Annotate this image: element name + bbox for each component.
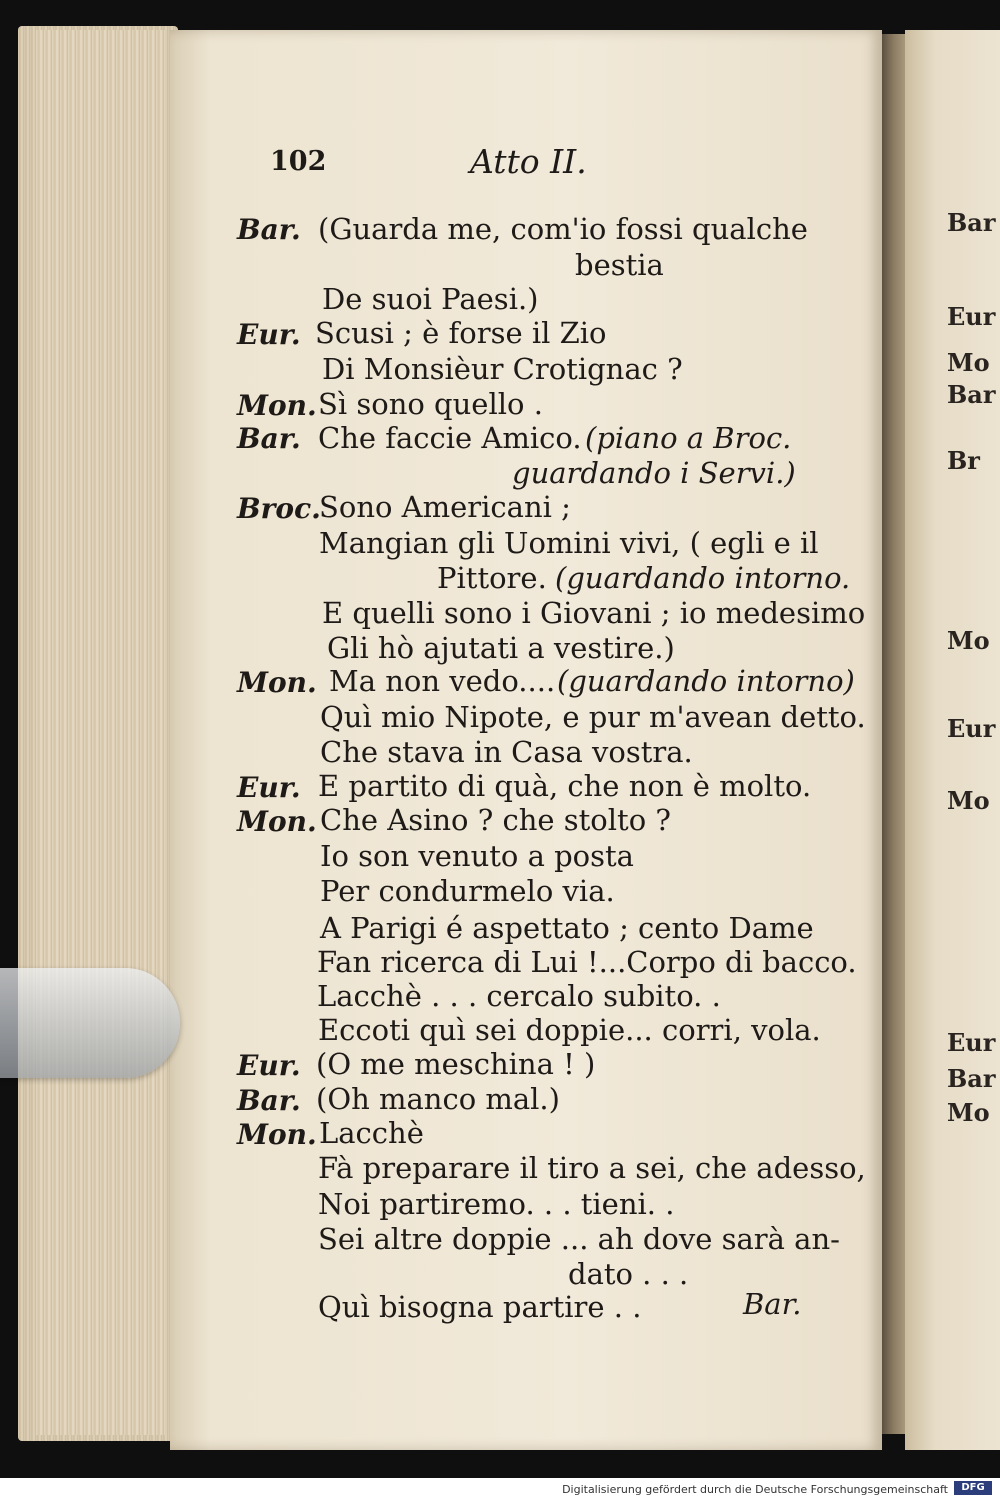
facing-page: [905, 30, 1000, 1450]
facing-page-fragment: Eur: [947, 302, 996, 331]
facing-page-fragment: Mo: [947, 626, 990, 655]
footer-bar: [0, 1478, 1000, 1500]
speaker-label: Mon.: [237, 389, 317, 422]
speaker-label: Bar.: [237, 213, 301, 246]
facing-page-fragment: Br: [947, 446, 980, 475]
facing-page-fragment: Bar: [947, 208, 996, 237]
verse-line: E partito di quà, che non è molto.: [318, 769, 812, 803]
facing-page-fragment: Eur: [947, 1028, 996, 1057]
verse-line: De suoi Paesi.): [322, 282, 539, 316]
verse-line: Eccoti quì sei doppie... corri, vola.: [318, 1013, 821, 1047]
stage-direction: (guardando intorno.: [555, 561, 851, 595]
speaker-label: Mon.: [237, 805, 317, 838]
running-head: Atto II.: [470, 142, 587, 181]
facing-page-fragment: Eur: [947, 714, 996, 743]
verse-line: Pittore.: [437, 561, 547, 595]
verse-line: Lacchè . . . cercalo subito. .: [317, 979, 721, 1013]
speaker-label: Bar.: [237, 1084, 301, 1117]
verse-line: Per condurmelo via.: [320, 874, 615, 908]
stage-direction: (piano a Broc.: [585, 421, 792, 455]
verse-line: Che Asino ? che stolto ?: [320, 803, 671, 837]
page-number: 102: [270, 146, 327, 177]
page-edges-inner: [36, 30, 166, 1435]
speaker-label: Eur.: [237, 318, 301, 351]
facing-page-fragment: Mo: [947, 348, 990, 377]
verse-line: Sì sono quello .: [318, 387, 543, 421]
speaker-label: Broc.: [237, 492, 321, 525]
dfg-logo-icon: DFG: [954, 1481, 992, 1495]
speaker-label: Eur.: [237, 771, 301, 804]
verse-line: Che faccie Amico.: [318, 421, 582, 455]
verse-line: Scusi ; è forse il Zio: [315, 316, 607, 350]
speaker-label: Mon.: [237, 666, 317, 699]
verse-line: (O me meschina ! ): [316, 1047, 596, 1081]
verse-line: E quelli sono i Giovani ; io medesimo: [322, 596, 866, 630]
verse-line: Quì mio Nipote, e pur m'avean detto.: [320, 700, 866, 734]
verse-line: Ma non vedo....: [329, 664, 556, 698]
page-clip: [0, 968, 180, 1078]
speaker-label: Mon.: [237, 1118, 317, 1151]
verse-line: Lacchè: [319, 1116, 424, 1150]
verse-line: Gli hò ajutati a vestire.): [327, 631, 675, 665]
verse-line: (Oh manco mal.): [316, 1082, 560, 1116]
verse-line: Noi partiremo. . . tieni. .: [318, 1187, 675, 1221]
verse-line: dato . . .: [568, 1257, 689, 1291]
verse-line: bestia: [575, 248, 664, 282]
footer-credit: Digitalisierung gefördert durch die Deutsche Forschungsgemeinschaft: [562, 1483, 948, 1496]
verse-line: Fan ricerca di Lui !...Corpo di bacco.: [317, 945, 857, 979]
stage-direction: guardando i Servi.): [512, 456, 796, 490]
verse-line: Mangian gli Uomini vivi, ( egli e il: [319, 526, 819, 560]
speaker-label: Eur.: [237, 1049, 301, 1082]
verse-line: Che stava in Casa vostra.: [320, 735, 693, 769]
speaker-label: Bar.: [237, 422, 301, 455]
catchword: Bar.: [743, 1287, 802, 1321]
facing-page-fragment: Bar: [947, 1064, 996, 1093]
verse-line: Sono Americani ;: [319, 490, 571, 524]
facing-page-fragment: Mo: [947, 786, 990, 815]
verse-line: Sei altre doppie ... ah dove sarà an-: [318, 1222, 840, 1256]
verse-line: A Parigi é aspettato ; cento Dame: [320, 911, 814, 945]
verse-line: Di Monsièur Crotignac ?: [322, 352, 683, 386]
verse-line: (Guarda me, com'io fossi qualche: [318, 212, 808, 246]
verse-line: Io son venuto a posta: [320, 839, 634, 873]
facing-page-fragment: Bar: [947, 380, 996, 409]
verse-line: Fà preparare il tiro a sei, che adesso,: [318, 1151, 866, 1185]
facing-page-fragment: Mo: [947, 1098, 990, 1127]
verse-line: Quì bisogna partire . .: [318, 1290, 642, 1324]
stage-direction: (guardando intorno): [557, 664, 855, 698]
